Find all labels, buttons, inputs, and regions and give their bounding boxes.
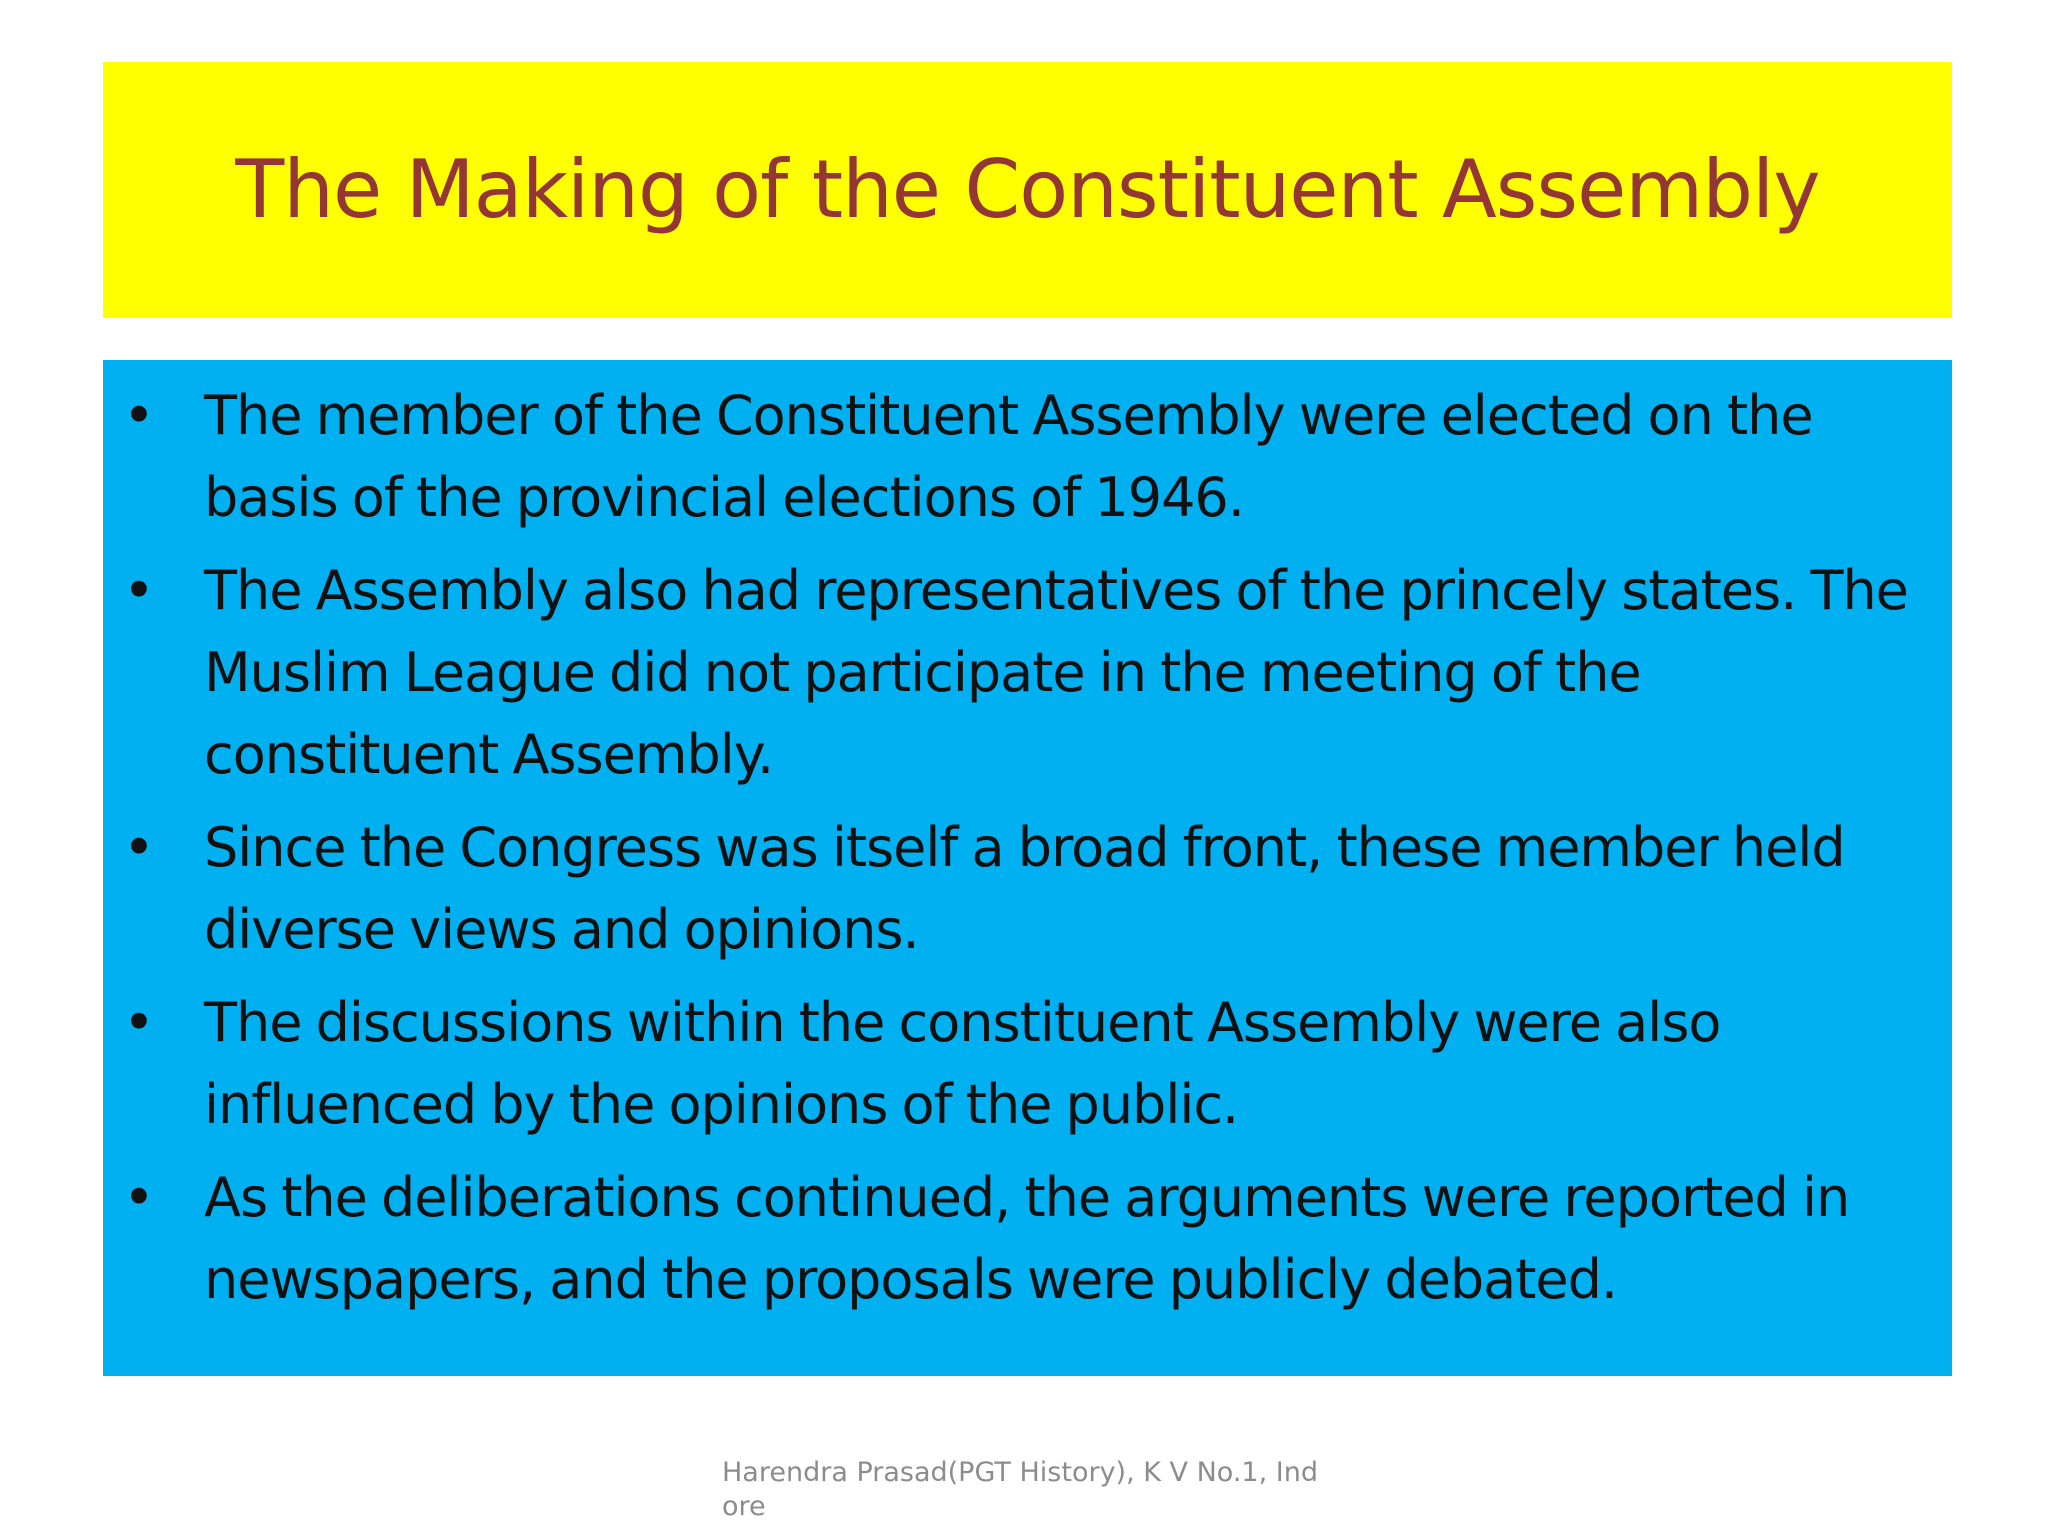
bullet-icon: •	[123, 816, 154, 879]
bullet-item	[123, 807, 1932, 971]
bullet-text: The discussions within the constituent Assembly were also influenced by the opinions of the public.	[204, 991, 1721, 1136]
bullet-text: Since the Congress was itself a broad front, these member held diverse views and opinions.	[204, 816, 1845, 961]
bullet-text: The Assembly also had representatives of the princely states. The Muslim League did not participate in the meeting of the constituent Assembly.	[204, 559, 1908, 786]
content-box	[103, 360, 1952, 1376]
title-box	[103, 62, 1952, 318]
bullet-icon: •	[123, 559, 154, 622]
bullet-icon: •	[123, 384, 154, 447]
bullet-icon: •	[123, 991, 154, 1054]
bullet-item	[123, 1157, 1932, 1321]
bullet-item	[123, 550, 1932, 796]
bullet-text: The member of the Constituent Assembly were elected on the basis of the provincial elections of 1946.	[204, 384, 1813, 529]
bullet-text: As the deliberations continued, the arguments were reported in newspapers, and the proposals were publicly debated.	[204, 1166, 1850, 1311]
footer-text: Harendra Prasad(PGT History), K V No.1, Indore	[722, 1457, 1318, 1522]
slide-title: The Making of the Constituent Assembly	[235, 143, 1820, 236]
bullet-icon: •	[123, 1166, 154, 1229]
bullet-list	[123, 375, 1932, 1321]
bullet-item	[123, 375, 1932, 539]
bullet-item	[123, 982, 1932, 1146]
